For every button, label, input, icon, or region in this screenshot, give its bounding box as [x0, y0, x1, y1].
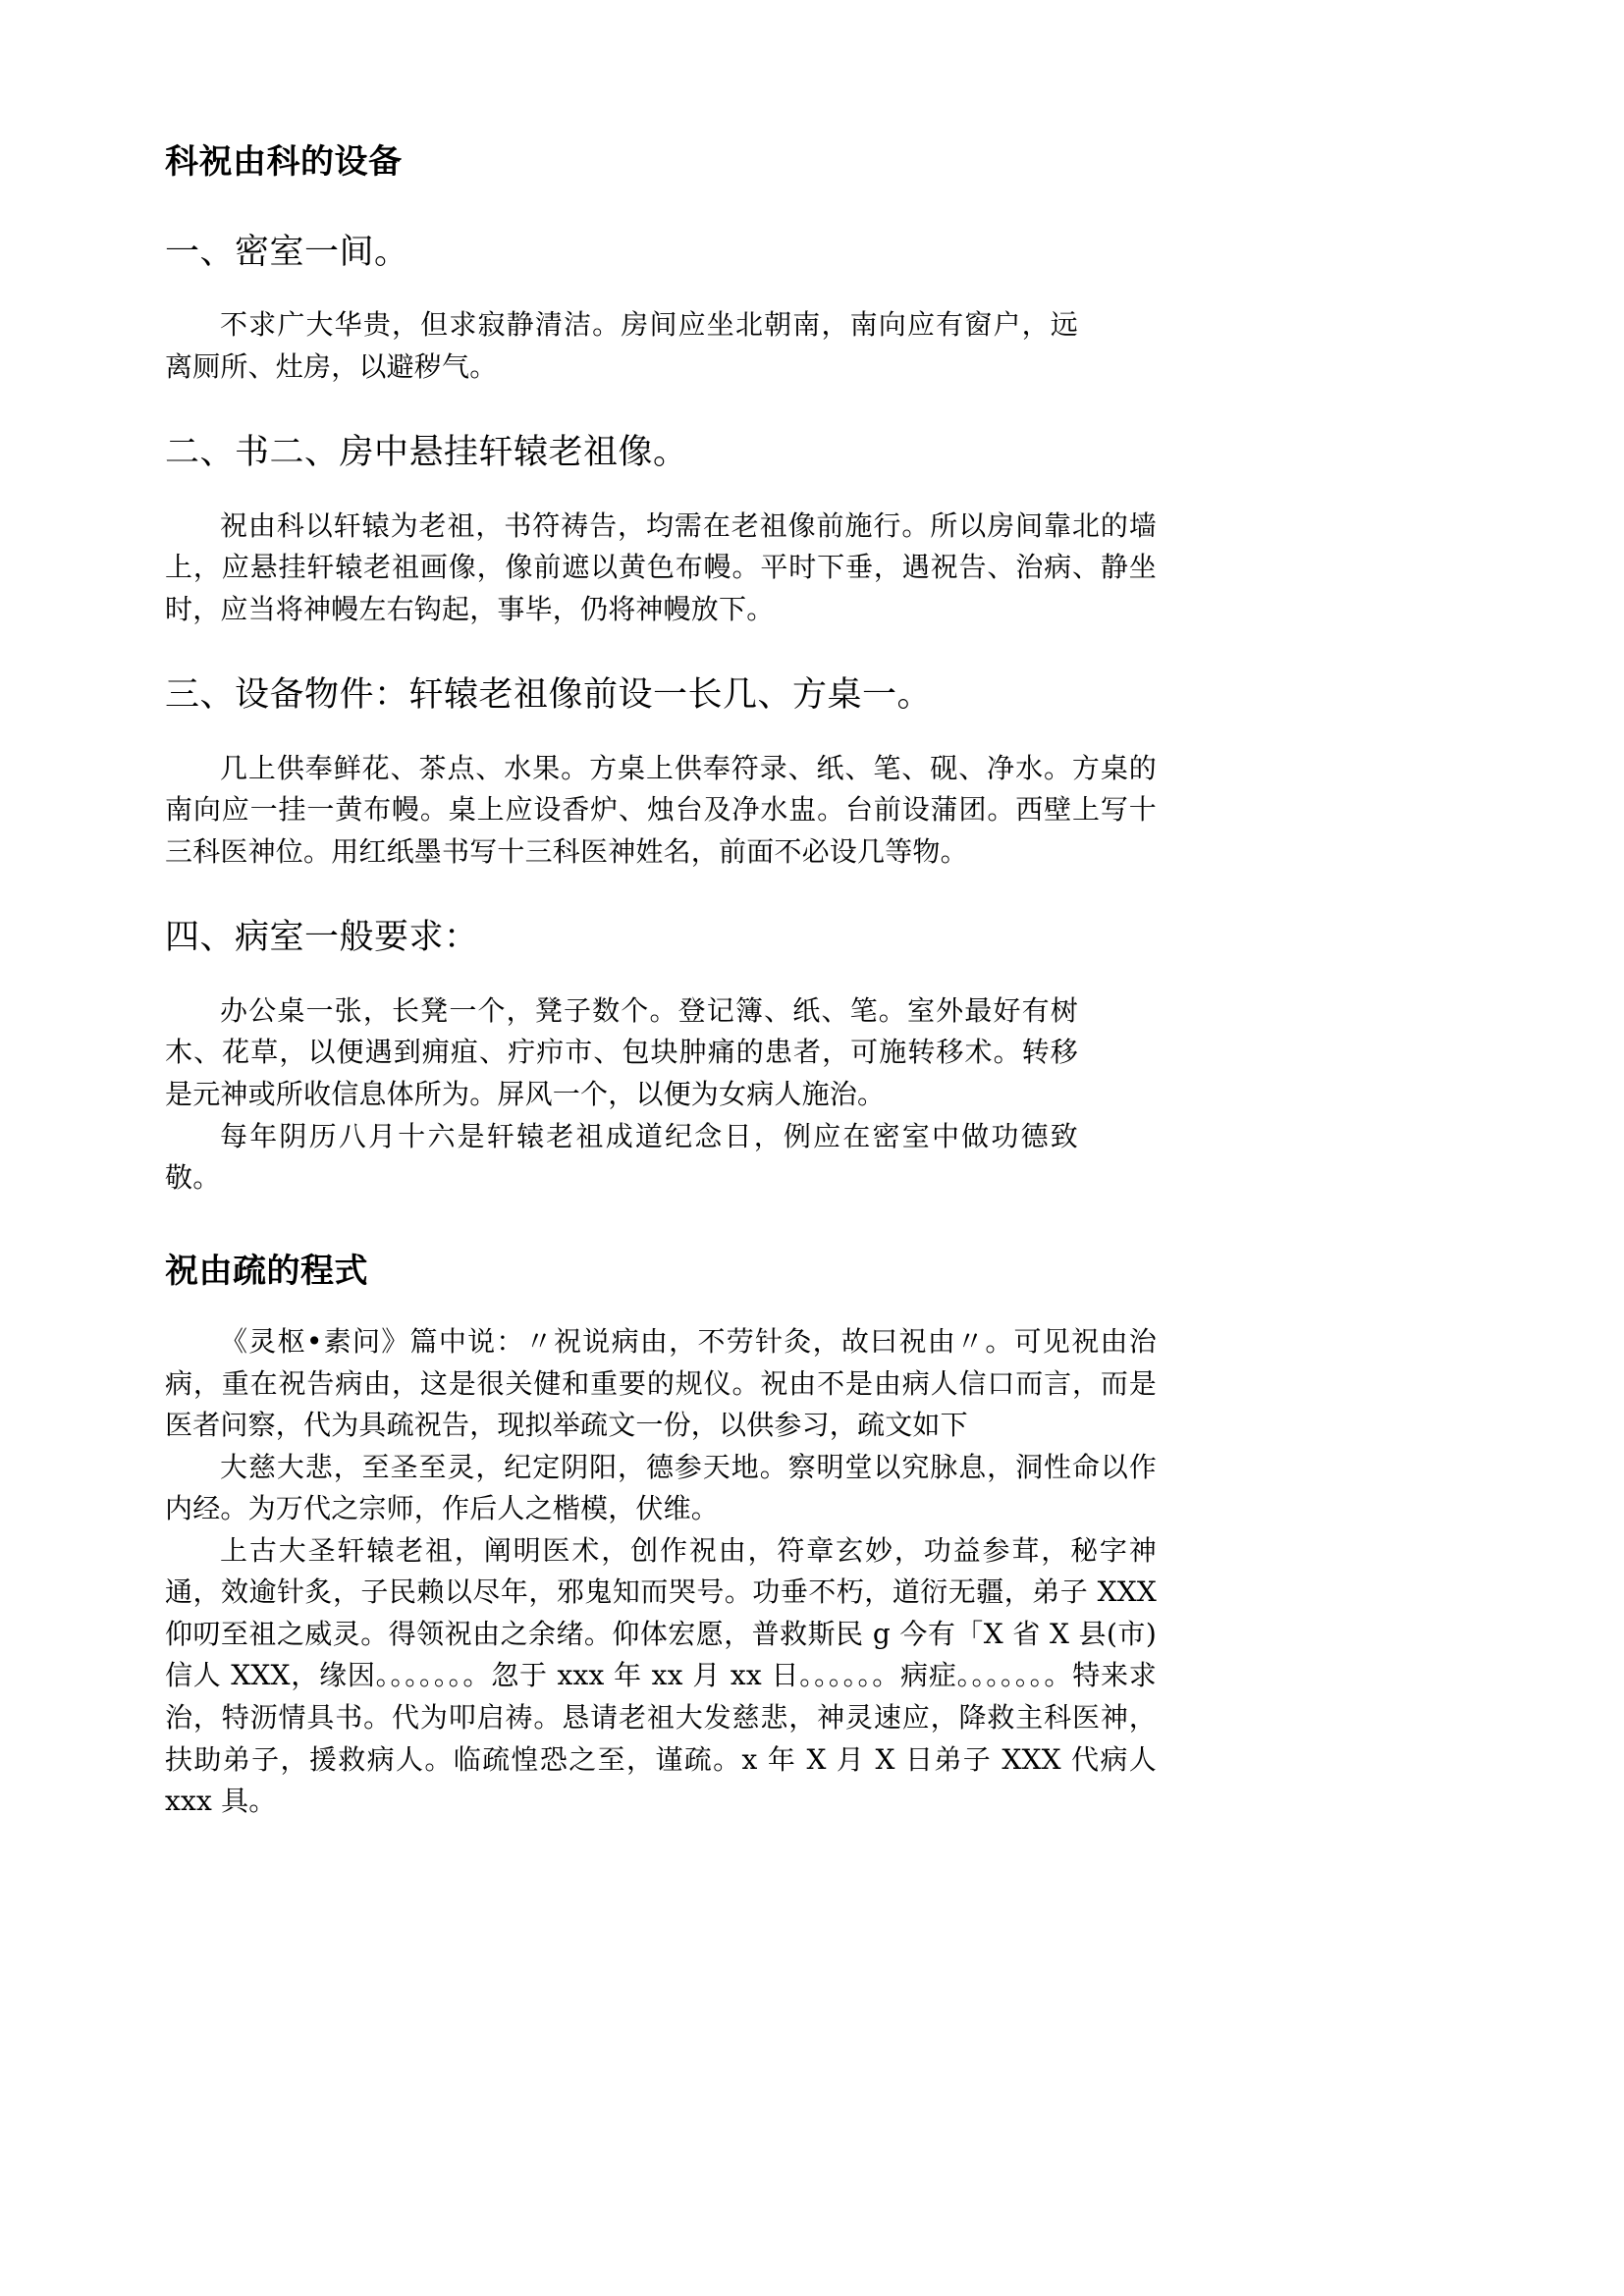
page-title: 科祝由科的设备	[165, 142, 403, 182]
section-heading-3: 三、设备物件：轩辕老祖像前设一长几、方桌一。	[165, 675, 933, 716]
document-content	[165, 0, 1157, 1823]
section-2-paragraph-1: 祝由科以轩辕为老祖，书符祷告，均需在老祖像前施行。所以房间靠北的墙上，应悬挂轩辕老祖画像，像前遮以黄色布幔。平时下垂，遇祝告、治病、静坐时，应当将神幔左右钩起，事毕，仍将神幔放下。	[165, 508, 1157, 625]
section-heading-1: 一、密室一间。	[165, 232, 409, 272]
procedure-paragraph-3: 上古大圣轩辕老祖，阐明医术，创作祝由，符章玄妙，功益参茸，秘字神通，效逾针炙，子民赖以尽年，邪鬼知而哭号。功垂不朽，道衍无疆，弟子 XXX 仰叨至祖之威灵。得领祝由之余绪。仰体宏愿，普救斯民 g 今有「X 省 X 县(市)信人 XXX，缘因。。。。。。。忽于 xxx 年 xx 月 xx 日。。。。。。病症。。。。。。。特来求治，特沥情具书。代为叩启祷。恳请老祖大发慈悲，神灵速应，降救主科医神，扶助弟子，援救病人。临疏惶恐之至，谨疏。x 年 X 月 X 日弟子 XXX 代病人 xxx 具。	[165, 1533, 1157, 1818]
section-3-paragraph-1: 几上供奉鲜花、茶点、水果。方桌上供奉符录、纸、笔、砚、净水。方桌的南向应一挂一黄布幔。桌上应设香炉、烛台及净水盅。台前设蒲团。西壁上写十三科医神位。用红纸墨书写十三科医神姓名，前面不必设几等物。	[165, 751, 1157, 868]
section-4-paragraph-2: 每年阴历八月十六是轩辕老祖成道纪念日，例应在密室中做功德致敬。	[165, 1119, 1078, 1195]
section-heading-2: 二、书二、房中悬挂轩辕老祖像。	[165, 433, 688, 473]
page-subtitle: 祝由疏的程式	[165, 1251, 368, 1291]
section-1-paragraph-1: 不求广大华贵，但求寂静清洁。房间应坐北朝南，南向应有窗户，远离厕所、灶房，以避秽气。	[165, 308, 1078, 383]
section-4-paragraph-1: 办公桌一张，长凳一个，凳子数个。登记簿、纸、笔。室外最好有树木、花草，以便遇到痈疽、疔疖市、包块肿痛的患者，可施转移术。转移是元神或所收信息体所为。屏风一个，以便为女病人施治。	[165, 993, 1078, 1110]
section-heading-4: 四、病室一般要求：	[165, 918, 479, 958]
procedure-paragraph-1: 《灵枢•素问》篇中说：〃祝说病由，不劳针灸，故曰祝由〃。可见祝由治病，重在祝告病由，这是很关健和重要的规仪。祝由不是由病人信口而言，而是医者问察，代为具疏祝告，现拟举疏文一份，以供参习，疏文如下	[165, 1325, 1157, 1442]
procedure-paragraph-2: 大慈大悲，至圣至灵，纪定阴阳，德参天地。察明堂以究脉息，洞性命以作内经。为万代之宗师，作后人之楷模，伏维。	[165, 1450, 1157, 1525]
